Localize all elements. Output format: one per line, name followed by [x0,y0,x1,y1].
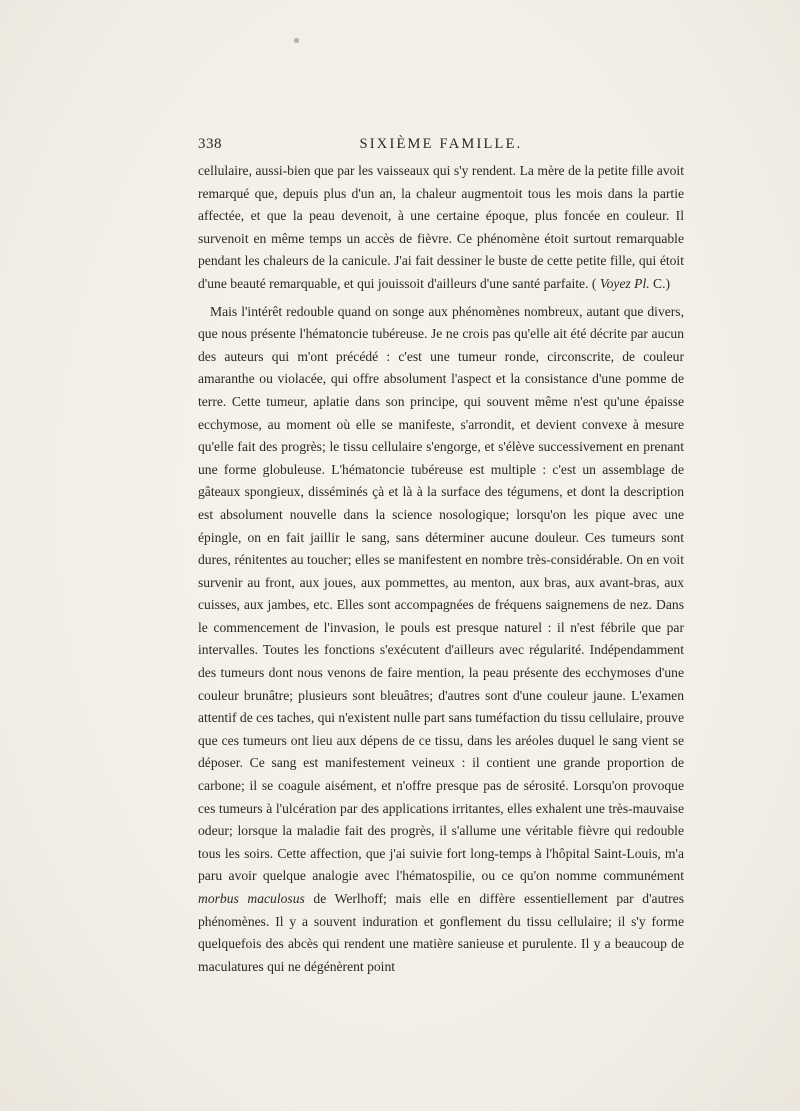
page-number: 338 [198,136,222,152]
body-text [198,160,684,978]
paragraph-1 [198,160,684,296]
text-segment: C.) [649,275,671,291]
italic-term: morbus maculosus [198,891,305,906]
page-header [198,136,684,158]
ink-spot [294,38,299,43]
italic-reference: Voyez Pl. [599,275,650,291]
text-segment: cellulaire, aussi-bien que par les vaisseaux qui s'y rendent. La mère de la petite fille avoit remarqué que, depuis plus d'un an, la chaleur augmentoit tous les mois dans la partie affectée, et que la peau devenoit, à une certaine époque, plus foncée en couleur. Il survenoit en même temps un accès de fièvre. Ce phénomène étoit surtout remarquable pendant les chaleurs de la canicule. J'ai fait dessiner le buste de cette petite fille, qui étoit d'une beauté remarquable, et qui jouissoit d'ailleurs d'une santé parfaite. ( [198,163,684,291]
running-title: SIXIÈME FAMILLE. [359,136,523,152]
text-segment: Mais l'intérêt redouble quand on songe aux phénomènes nombreux, autant que divers, que nous présente l'hématoncie tubéreuse. Je ne crois pas qu'elle ait été décrite par aucun des auteurs qui m'ont précédé : c'est une tumeur ronde, circonscrite, de couleur amaranthe ou violacée, qui offre absolument l'aspect et la consistance d'une pomme de terre. Cette tumeur, aplatie dans son principe, qui souvent même n'est qu'une épaisse ecchymose, au moment où elle se manifeste, s'arrondit, et devient convexe à mesure qu'elle fait des progrès; le tissu cellulaire s'engorge, et s'élève successivement en prenant une forme globuleuse. L'hématoncie tubéreuse est multiple : c'est un assemblage de gâteaux spongieux, disséminés çà et là à la surface des tégumens, et dont la description est absolument nouvelle dans la science nosologique; lorsqu'on les pique avec une épingle, on en fait jaillir le sang, sans déterminer aucune douleur. Ces tumeurs sont dures, rénitentes au toucher; elles se manifestent en nombre très-considérable. On en voit survenir au front, aux joues, aux pommettes, au menton, aux bras, aux avant-bras, aux cuisses, aux jambes, etc. Elles sont accompagnées de fréquens saignemens de nez. Dans le commencement de l'invasion, le pouls est presque naturel : il n'est fébrile que par intervalles. Toutes les fonctions s'exécutent d'ailleurs avec régularité. Indépendamment des tumeurs dont nous venons de faire mention, la peau présente des ecchymoses d'une couleur brunâtre; plusieurs sont bleuâtres; d'autres sont d'une couleur jaune. L'examen attentif de ces taches, qui n'existent nulle part sans tuméfaction du tissu cellulaire, prouve que ces tumeurs ont lieu aux dépens de ce tissu, dans les aréoles duquel le sang vient se déposer. Ce sang est manifestement veineux : il contient une grande proportion de carbone; il se coagule aisément, et n'offre presque pas de sérosité. Lorsqu'on provoque ces tumeurs à l'ulcération par des applications irritantes, elles exhalent une très-mauvaise odeur; lorsque la maladie fait des progrès, il s'allume une véritable fièvre qui redouble tous les soirs. Cette affection, que j'ai suivie fort long-temps à l'hôpital Saint-Louis, m'a paru avoir quelque analogie avec l'hématospilie, ou ce qu'on nomme communément [198,303,685,884]
text-segment: de Werlhoff; mais elle en diffère essentiellement par d'autres phénomènes. Il y a souvent induration et gonflement du tissu cellulaire; il s'y forme quelquefois des abcès qui rendent une matière sanieuse et purulente. Il y a beaucoup de maculatures qui ne dégénèrent point [198,891,684,974]
paragraph-2 [198,301,684,979]
